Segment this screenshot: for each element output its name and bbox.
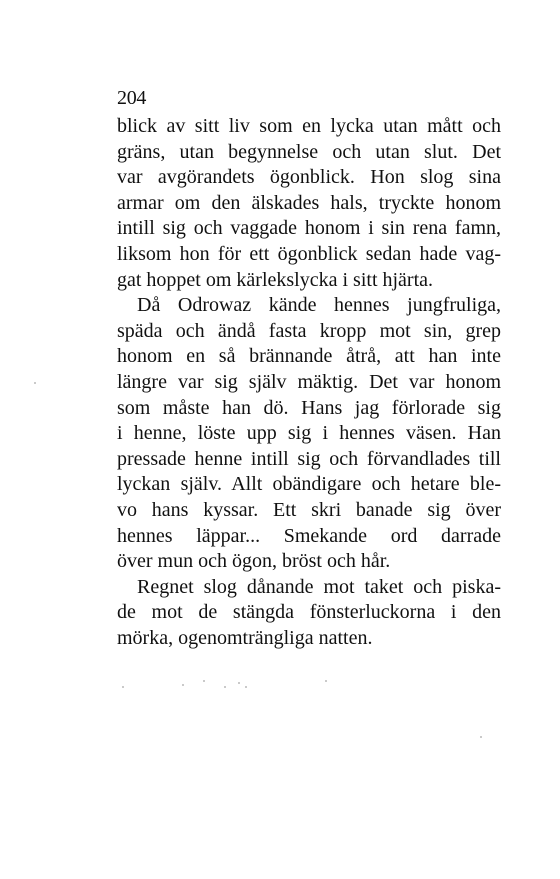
text-line: Då Odrowaz kände hennes jungfruliga, [137, 294, 501, 317]
text-line: över mun och ögon, bröst och hår. [117, 550, 391, 573]
scan-speck [122, 686, 124, 688]
scan-speck [325, 680, 327, 682]
text-line: Regnet slog dånande mot taket och piska- [137, 575, 501, 598]
text-line: de mot de stängda fönsterluckorna i den [117, 601, 501, 624]
text-line: gräns, utan begynnelse och utan slut. Det [117, 140, 501, 163]
text-line: liksom hon för ett ögonblick sedan hade vag- [117, 242, 501, 265]
text-line: armar om den älskades hals, tryckte honom [117, 191, 501, 214]
text-line: späda och ändå fasta kropp mot sin, grep [117, 319, 501, 342]
text-line: som måste han dö. Hans jag förlorade sig [117, 396, 501, 419]
page-number: 204 [117, 87, 147, 109]
text-line: honom en så brännande åtrå, att han inte [117, 345, 501, 368]
text-line: vo hans kyssar. Ett skri banade sig över [117, 498, 501, 521]
text-line: hennes läppar... Smekande ord darrade [117, 524, 501, 547]
scan-speck [238, 682, 240, 684]
text-line: i henne, löste upp sig i hennes väsen. Han [117, 422, 501, 445]
scan-speck [203, 680, 205, 682]
text-line: blick av sitt liv som en lycka utan mått och [117, 115, 501, 137]
scan-speck [245, 686, 247, 688]
scan-speck [480, 736, 482, 738]
scan-speck [34, 382, 36, 384]
text-line: pressade henne intill sig och förvandlades till [117, 447, 501, 470]
scan-speck [182, 684, 184, 686]
text-line: var avgörandets ögonblick. Hon slog sina [117, 166, 501, 189]
body-text [117, 114, 501, 651]
text-line: lyckan själv. Allt obändigare och hetare ble- [117, 473, 501, 496]
text-line: intill sig och vaggade honom i sin rena famn, [117, 217, 501, 240]
text-line: längre var sig själv mäktig. Det var honom [117, 370, 501, 393]
text-line: gat hoppet om kärlekslycka i sitt hjärta. [117, 268, 434, 291]
scan-speck [224, 686, 226, 688]
text-line: mörka, ogenomträngliga natten. [117, 626, 373, 649]
